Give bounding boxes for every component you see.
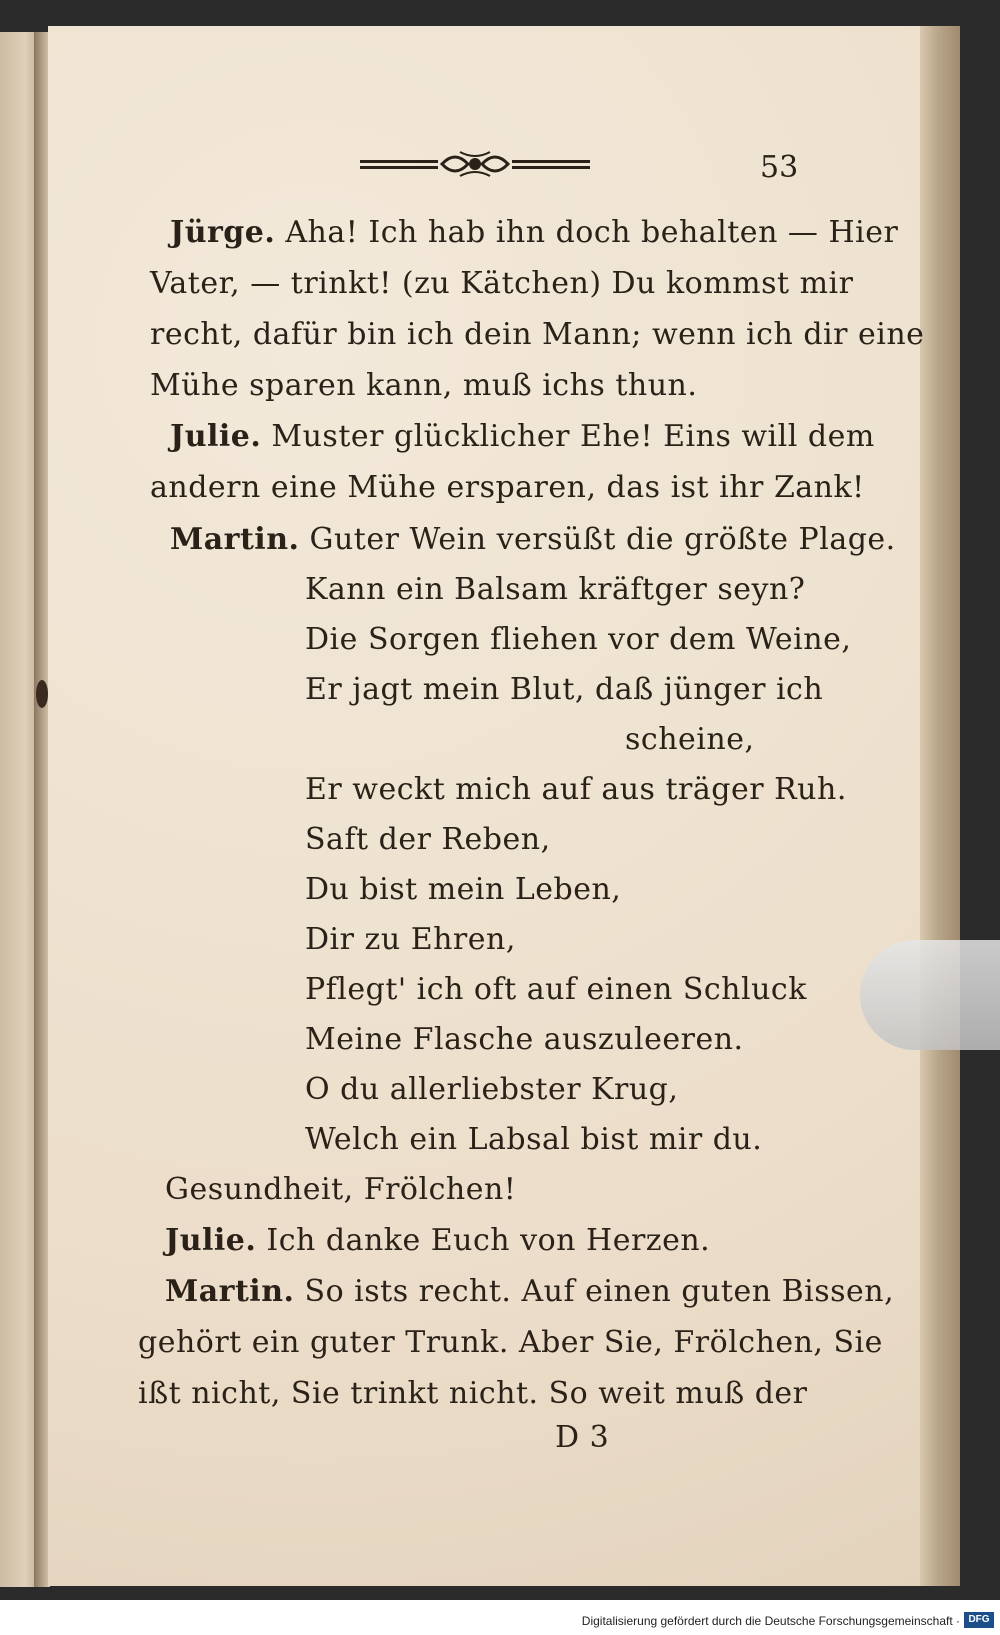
line-text: Er weckt mich auf aus träger Ruh. — [305, 772, 847, 807]
text-line — [305, 972, 807, 1007]
text-line — [305, 922, 516, 957]
line-text: Du bist mein Leben, — [305, 872, 622, 907]
line-text: O du allerliebster Krug, — [305, 1072, 679, 1107]
text-line — [150, 266, 853, 301]
text-line — [305, 872, 621, 907]
line-text: scheine, — [625, 722, 755, 757]
ornament-divider — [360, 148, 590, 182]
line-text: Saft der Reben, — [305, 822, 551, 857]
text-line — [305, 1072, 678, 1107]
line-text: Meine Flasche auszuleeren. — [305, 1022, 744, 1057]
line-text: ißt nicht, Sie trinkt nicht. So weit muß der — [138, 1376, 808, 1411]
line-text: Mühe sparen kann, muß ichs thun. — [150, 368, 698, 403]
signature-mark: D 3 — [555, 1420, 610, 1455]
text-line — [150, 317, 924, 352]
text-line — [138, 1376, 808, 1411]
text-line — [305, 572, 805, 607]
line-text: Die Sorgen fliehen vor dem Weine, — [305, 622, 852, 657]
speaker-name: Jürge. — [170, 215, 276, 250]
line-text: Ich danke Euch von Herzen. — [266, 1223, 711, 1258]
text-line — [305, 672, 823, 707]
line-text: Dir zu Ehren, — [305, 922, 516, 957]
line-text: gehört ein guter Trunk. Aber Sie, Frölchen, Sie — [138, 1325, 883, 1360]
line-text: Kann ein Balsam kräftger seyn? — [305, 572, 806, 607]
line-text: Guter Wein versüßt die größte Plage. — [309, 522, 896, 557]
text-line — [305, 1022, 744, 1057]
ink-blot — [36, 680, 48, 708]
text-line — [305, 622, 851, 657]
page-stack-edge — [920, 26, 960, 1586]
credit-text: Digitalisierung gefördert durch die Deutsche Forschungsgemeinschaft · — [581, 1614, 960, 1628]
text-line — [170, 215, 898, 250]
line-text: recht, dafür bin ich dein Mann; wenn ich dir eine — [150, 317, 925, 352]
line-text: Pflegt' ich oft auf einen Schluck — [305, 972, 807, 1007]
text-line — [165, 1223, 710, 1258]
text-line — [170, 419, 875, 454]
text-line — [150, 368, 697, 403]
text-line — [170, 522, 896, 557]
text-line — [165, 1274, 894, 1309]
text-line — [150, 470, 865, 505]
line-text: Aha! Ich hab ihn doch behalten — Hier — [285, 215, 899, 250]
text-line — [305, 822, 551, 857]
speaker-name: Martin. — [165, 1274, 295, 1309]
speaker-name: Martin. — [170, 522, 300, 557]
line-text: Vater, — trinkt! (zu Kätchen) Du kommst mir — [150, 266, 854, 301]
line-text: Muster glücklicher Ehe! Eins will dem — [271, 419, 875, 454]
line-text: So ists recht. Auf einen guten Bissen, — [304, 1274, 895, 1309]
page-number: 53 — [760, 150, 799, 185]
line-text: andern eine Mühe ersparen, das ist ihr Zank! — [150, 470, 865, 505]
page-clip-tab — [860, 940, 1000, 1050]
text-line — [138, 1325, 883, 1360]
text-line — [625, 722, 754, 757]
text-line — [165, 1172, 516, 1207]
line-text: Er jagt mein Blut, daß jünger ich — [305, 672, 824, 707]
text-line — [305, 1122, 762, 1157]
speaker-name: Julie. — [165, 1223, 257, 1258]
line-text: Welch ein Labsal bist mir du. — [305, 1122, 763, 1157]
speaker-name: Julie. — [170, 419, 262, 454]
dfg-logo: DFG — [964, 1612, 994, 1628]
line-text: Gesundheit, Frölchen! — [165, 1172, 517, 1207]
text-line — [305, 772, 847, 807]
